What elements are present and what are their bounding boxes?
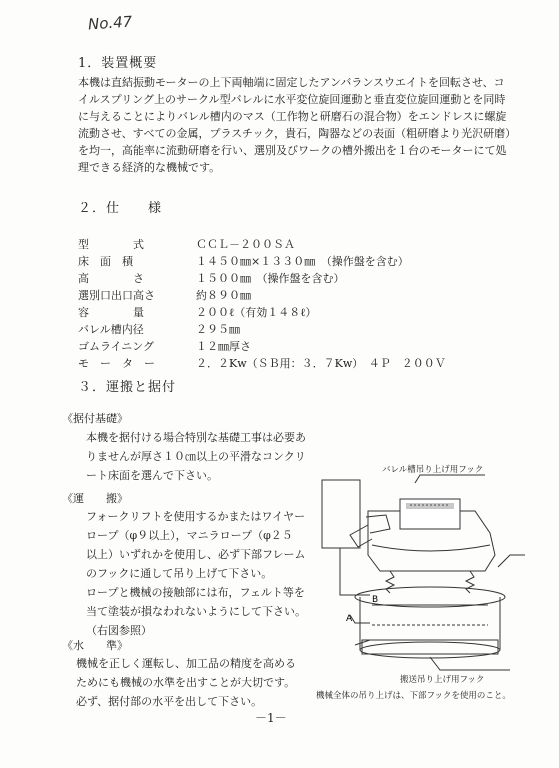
body-line: ロープ（φ９以上），マニラロープ（φ２５ bbox=[86, 529, 293, 542]
spec-value: 約８９０㎜ bbox=[196, 289, 251, 302]
spec-value: ２００ℓ（有効１４８ℓ） bbox=[196, 306, 317, 319]
mark-a: A bbox=[346, 614, 353, 624]
hook-label-top: バレル槽吊り上げ用フック bbox=[382, 465, 484, 475]
level-title: 《水 準》 bbox=[62, 639, 128, 652]
spec-key: バレル槽内径 bbox=[78, 323, 144, 336]
spec-key: ゴムライニング bbox=[78, 340, 155, 353]
body-line: 以上）いずれかを使用し、必ず下部フレーム bbox=[86, 548, 306, 561]
machine-diagram bbox=[310, 445, 550, 715]
transport-body bbox=[86, 507, 306, 640]
foundation-body bbox=[86, 428, 306, 485]
spec-value: １２㎜厚さ bbox=[196, 340, 251, 353]
body-line: 機械を正しく運転し、加工品の精度を高める bbox=[76, 657, 296, 670]
body-line: 流動させ、すべての金属，プラスチック，貴石，陶器などの表面（粗研磨より光沢研磨） bbox=[78, 127, 517, 140]
body-line: を均一，高能率に流動研磨を行い、選別及びワークの槽外搬出を１台のモーターにて処 bbox=[78, 144, 507, 157]
body-line: フォークリフトを使用するかまたはワイヤー bbox=[86, 510, 306, 523]
spec-key: モ ー タ ー bbox=[78, 357, 155, 370]
body-line: 本機は直結振動モーターの上下両軸端に固定したアンバランスウエイトを回転させ、コ bbox=[78, 76, 505, 89]
body-line: に与えることによりバレル槽内のマス（工作物と研磨石の混合物）をエンドレスに螺旋 bbox=[78, 110, 507, 123]
spec-key: 床 面 積 bbox=[78, 255, 133, 268]
body-line: のフックに通して吊り上げて下さい。 bbox=[86, 567, 273, 580]
spec-value: １４５０㎜×１３３０㎜ （操作盤を含む） bbox=[196, 255, 409, 268]
spec-key: 高 さ bbox=[78, 272, 144, 285]
hook-note: 機械全体の吊り上げは、下部フックを使用のこと。 bbox=[316, 691, 511, 701]
body-line: りませんが厚さ１０㎝以上の平滑なコンクリ bbox=[86, 450, 306, 463]
body-line: イルスプリング上のサークル型バレルに水平変位旋回運動と垂直変位旋回運動とを同時 bbox=[78, 93, 506, 106]
body-line: 必ず、据付部の水平を出して下さい。 bbox=[76, 695, 263, 708]
body-line: 理できる経済的な機械です。 bbox=[78, 161, 221, 174]
spec-key: 容 量 bbox=[78, 306, 144, 319]
body-line: （右図参照） bbox=[86, 624, 152, 637]
spec-key: 選別口出口高さ bbox=[78, 289, 155, 302]
control-panel bbox=[322, 480, 360, 548]
spec-key: 型 式 bbox=[78, 238, 144, 251]
spec-value: ２９５㎜ bbox=[196, 323, 240, 336]
foundation-title: 《据付基礎》 bbox=[62, 412, 128, 425]
section-2-heading: ２．仕 様 bbox=[78, 201, 163, 216]
body-line: ート床面を選んで下さい。 bbox=[86, 469, 218, 482]
body-line: ロープと機械の接触部には布，フェルト等を bbox=[86, 586, 305, 599]
hook-label-bottom: 搬送吊り上げ用フック bbox=[400, 675, 485, 685]
mark-b: B bbox=[372, 595, 379, 605]
section-3-heading: ３．運搬と据付 bbox=[78, 380, 177, 395]
spec-value: １５００㎜ （操作盤を含む） bbox=[196, 272, 345, 285]
section-1-body bbox=[78, 74, 517, 176]
section-1-heading: 1．装置概要 bbox=[78, 56, 158, 71]
body-line: 当て塗装が損なわれないようにして下さい。 bbox=[86, 605, 306, 618]
transport-title: 《運 搬》 bbox=[62, 492, 128, 505]
handwritten-number: No.47 bbox=[87, 12, 133, 34]
body-line: 本機を据付ける場合特別な基礎工事は必要あ bbox=[86, 431, 306, 444]
spec-value: ＣＣＬ－２００ＳＡ bbox=[196, 238, 295, 251]
level-body bbox=[76, 654, 296, 711]
spec-value: ２．２Kw（ＳＢ用：３．７Kw） ４Ｐ ２００Ｖ bbox=[196, 357, 446, 370]
page-number: －1－ bbox=[255, 711, 287, 725]
body-line: ためにも機械の水準を出すことが大切です。 bbox=[76, 676, 296, 689]
